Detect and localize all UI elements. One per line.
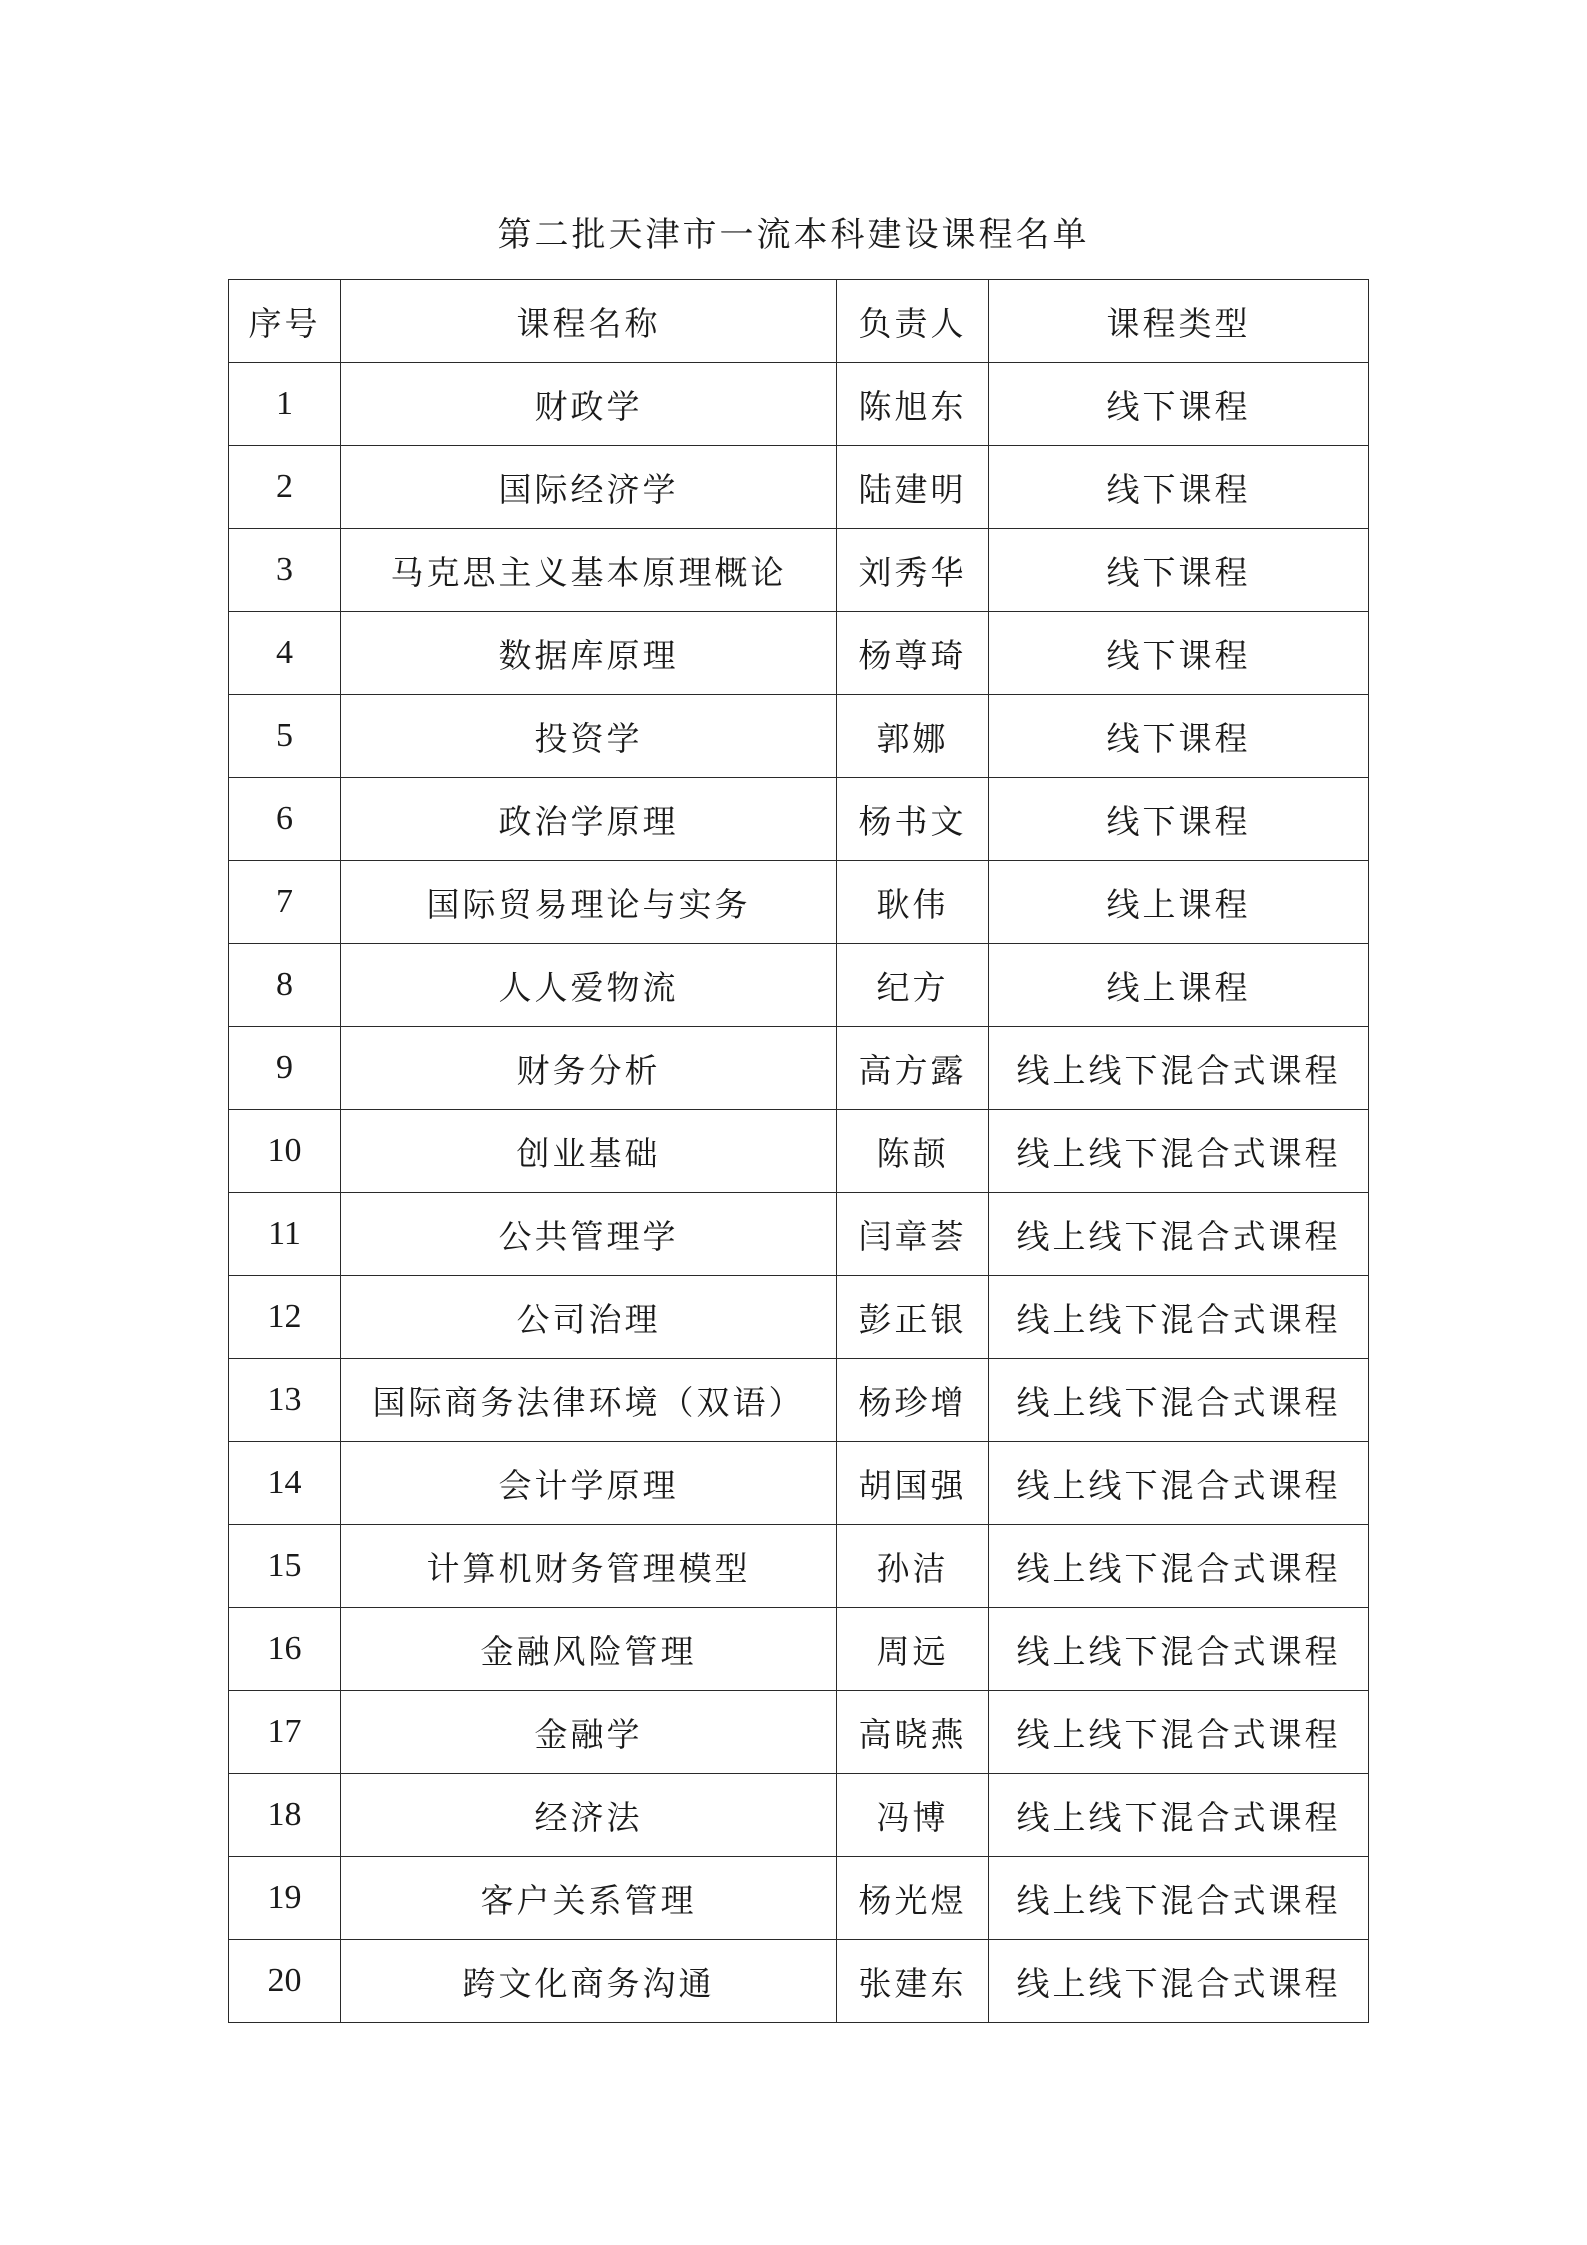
course-name-cell: 会计学原理 <box>341 1442 837 1525</box>
table-row <box>229 1193 1369 1276</box>
course-type-cell: 线下课程 <box>989 612 1369 695</box>
person-in-charge-cell: 高方露 <box>837 1027 989 1110</box>
person-in-charge-cell: 郭娜 <box>837 695 989 778</box>
table-row <box>229 1608 1369 1691</box>
course-type-cell: 线上课程 <box>989 861 1369 944</box>
person-in-charge-cell: 耿伟 <box>837 861 989 944</box>
course-name-cell: 人人爱物流 <box>341 944 837 1027</box>
serial-number-cell: 20 <box>229 1940 341 2023</box>
header-course-type: 课程类型 <box>989 280 1369 363</box>
course-name-cell: 金融学 <box>341 1691 837 1774</box>
course-type-cell: 线上线下混合式课程 <box>989 1774 1369 1857</box>
serial-number-cell: 9 <box>229 1027 341 1110</box>
serial-number-cell: 15 <box>229 1525 341 1608</box>
course-table <box>228 279 1369 2023</box>
course-type-cell: 线上线下混合式课程 <box>989 1276 1369 1359</box>
person-in-charge-cell: 高晓燕 <box>837 1691 989 1774</box>
course-name-cell: 国际贸易理论与实务 <box>341 861 837 944</box>
table-row <box>229 612 1369 695</box>
course-type-cell: 线上线下混合式课程 <box>989 1110 1369 1193</box>
course-name-cell: 客户关系管理 <box>341 1857 837 1940</box>
table-row <box>229 446 1369 529</box>
person-in-charge-cell: 杨光煜 <box>837 1857 989 1940</box>
person-in-charge-cell: 张建东 <box>837 1940 989 2023</box>
person-in-charge-cell: 陈颉 <box>837 1110 989 1193</box>
table-row <box>229 1027 1369 1110</box>
person-in-charge-cell: 陆建明 <box>837 446 989 529</box>
table-row <box>229 1442 1369 1525</box>
course-type-cell: 线下课程 <box>989 446 1369 529</box>
person-in-charge-cell: 孙洁 <box>837 1525 989 1608</box>
serial-number-cell: 19 <box>229 1857 341 1940</box>
course-type-cell: 线上线下混合式课程 <box>989 1857 1369 1940</box>
person-in-charge-cell: 闫章荟 <box>837 1193 989 1276</box>
serial-number-cell: 13 <box>229 1359 341 1442</box>
course-name-cell: 金融风险管理 <box>341 1608 837 1691</box>
course-type-cell: 线下课程 <box>989 695 1369 778</box>
table-row <box>229 861 1369 944</box>
serial-number-cell: 2 <box>229 446 341 529</box>
person-in-charge-cell: 杨尊琦 <box>837 612 989 695</box>
table-row <box>229 1691 1369 1774</box>
serial-number-cell: 8 <box>229 944 341 1027</box>
table-row <box>229 1276 1369 1359</box>
course-name-cell: 公司治理 <box>341 1276 837 1359</box>
course-type-cell: 线上线下混合式课程 <box>989 1027 1369 1110</box>
serial-number-cell: 3 <box>229 529 341 612</box>
person-in-charge-cell: 冯博 <box>837 1774 989 1857</box>
person-in-charge-cell: 刘秀华 <box>837 529 989 612</box>
table-row <box>229 778 1369 861</box>
table-header-row <box>229 280 1369 363</box>
person-in-charge-cell: 彭正银 <box>837 1276 989 1359</box>
course-type-cell: 线上线下混合式课程 <box>989 1193 1369 1276</box>
serial-number-cell: 10 <box>229 1110 341 1193</box>
table-row <box>229 944 1369 1027</box>
course-name-cell: 马克思主义基本原理概论 <box>341 529 837 612</box>
course-type-cell: 线下课程 <box>989 778 1369 861</box>
course-name-cell: 跨文化商务沟通 <box>341 1940 837 2023</box>
course-name-cell: 国际商务法律环境（双语） <box>341 1359 837 1442</box>
course-type-cell: 线上线下混合式课程 <box>989 1442 1369 1525</box>
course-name-cell: 公共管理学 <box>341 1193 837 1276</box>
course-type-cell: 线上线下混合式课程 <box>989 1608 1369 1691</box>
serial-number-cell: 4 <box>229 612 341 695</box>
course-type-cell: 线下课程 <box>989 363 1369 446</box>
table-row <box>229 1857 1369 1940</box>
course-name-cell: 计算机财务管理模型 <box>341 1525 837 1608</box>
serial-number-cell: 16 <box>229 1608 341 1691</box>
serial-number-cell: 14 <box>229 1442 341 1525</box>
header-serial-number: 序号 <box>229 280 341 363</box>
table-row <box>229 1359 1369 1442</box>
course-type-cell: 线上线下混合式课程 <box>989 1359 1369 1442</box>
serial-number-cell: 12 <box>229 1276 341 1359</box>
course-name-cell: 财政学 <box>341 363 837 446</box>
table-body <box>229 363 1369 2023</box>
serial-number-cell: 17 <box>229 1691 341 1774</box>
course-name-cell: 数据库原理 <box>341 612 837 695</box>
table-row <box>229 1525 1369 1608</box>
course-name-cell: 政治学原理 <box>341 778 837 861</box>
page-title: 第二批天津市一流本科建设课程名单 <box>497 215 1090 255</box>
course-type-cell: 线上线下混合式课程 <box>989 1691 1369 1774</box>
serial-number-cell: 5 <box>229 695 341 778</box>
serial-number-cell: 7 <box>229 861 341 944</box>
person-in-charge-cell: 纪方 <box>837 944 989 1027</box>
person-in-charge-cell: 胡国强 <box>837 1442 989 1525</box>
serial-number-cell: 6 <box>229 778 341 861</box>
course-name-cell: 经济法 <box>341 1774 837 1857</box>
course-name-cell: 财务分析 <box>341 1027 837 1110</box>
serial-number-cell: 11 <box>229 1193 341 1276</box>
table-row <box>229 1774 1369 1857</box>
course-name-cell: 创业基础 <box>341 1110 837 1193</box>
table-row <box>229 1110 1369 1193</box>
course-type-cell: 线上课程 <box>989 944 1369 1027</box>
course-type-cell: 线上线下混合式课程 <box>989 1940 1369 2023</box>
table-row <box>229 695 1369 778</box>
person-in-charge-cell: 杨珍增 <box>837 1359 989 1442</box>
header-person-in-charge: 负责人 <box>837 280 989 363</box>
table-row <box>229 1940 1369 2023</box>
person-in-charge-cell: 周远 <box>837 1608 989 1691</box>
table-row <box>229 529 1369 612</box>
course-type-cell: 线上线下混合式课程 <box>989 1525 1369 1608</box>
course-name-cell: 投资学 <box>341 695 837 778</box>
header-course-name: 课程名称 <box>341 280 837 363</box>
course-type-cell: 线下课程 <box>989 529 1369 612</box>
serial-number-cell: 18 <box>229 1774 341 1857</box>
person-in-charge-cell: 杨书文 <box>837 778 989 861</box>
course-name-cell: 国际经济学 <box>341 446 837 529</box>
person-in-charge-cell: 陈旭东 <box>837 363 989 446</box>
serial-number-cell: 1 <box>229 363 341 446</box>
table-row <box>229 363 1369 446</box>
